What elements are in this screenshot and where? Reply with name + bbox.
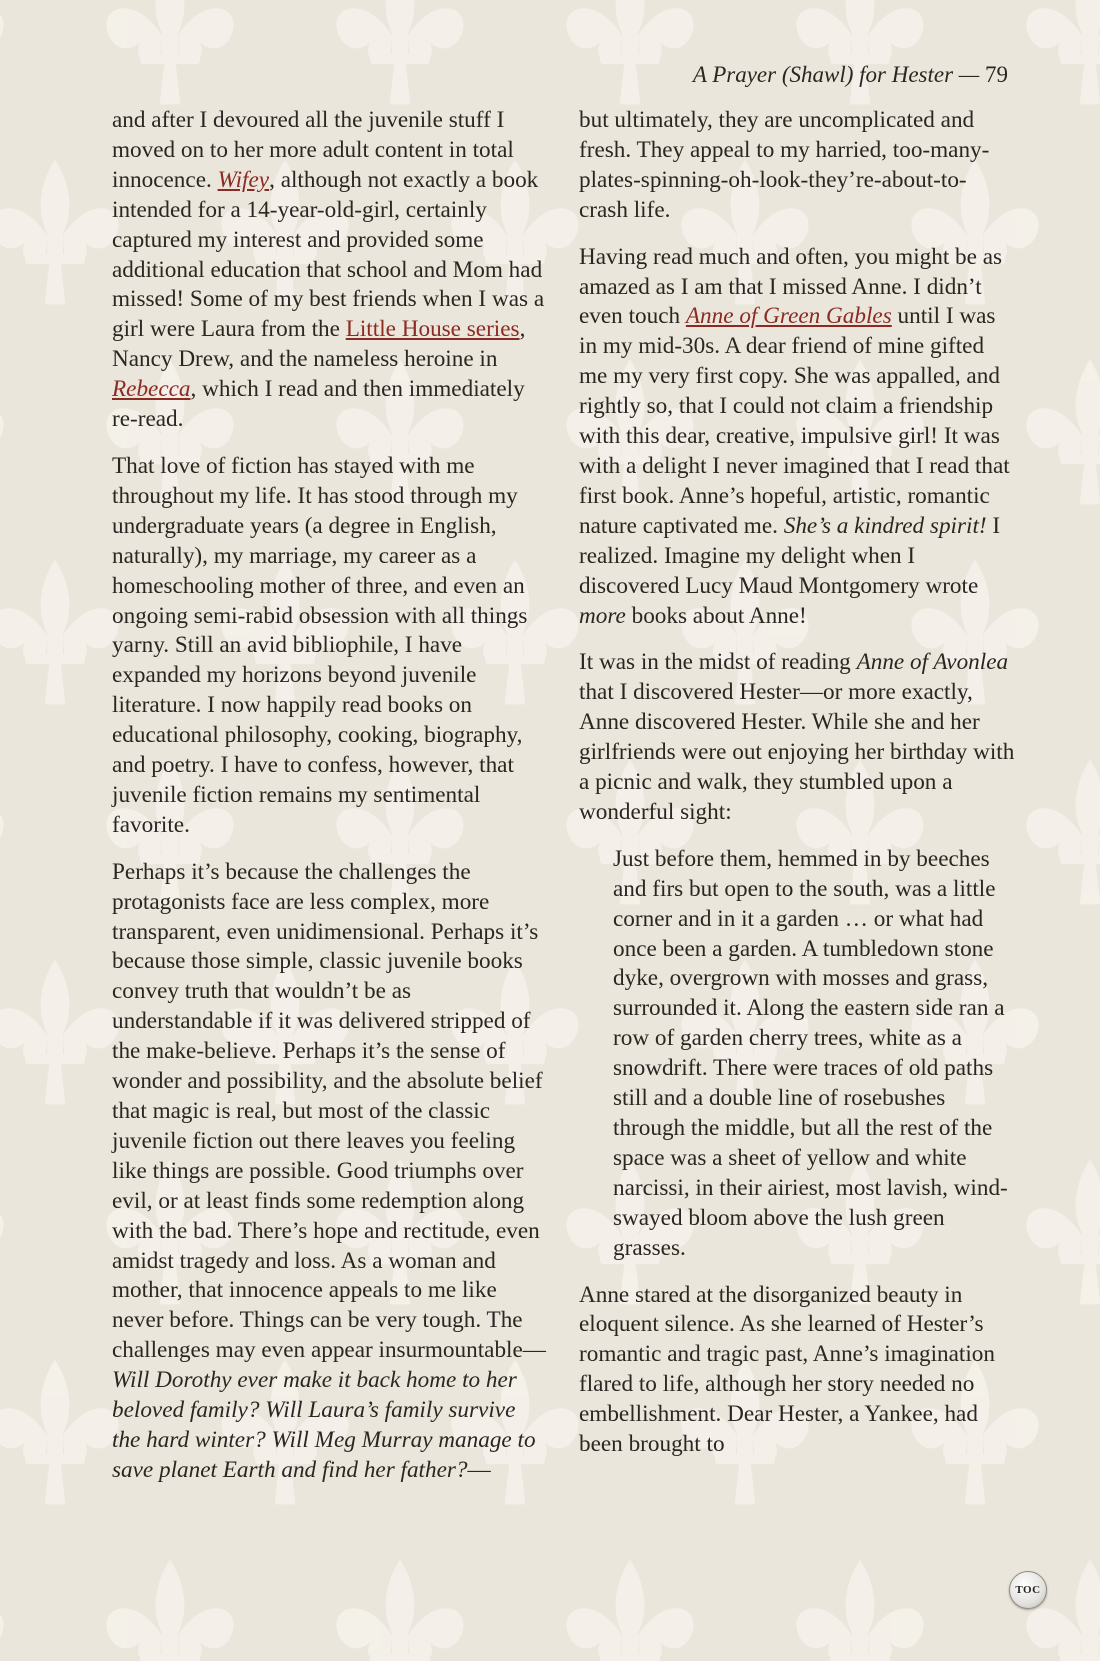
right-column [579,106,1015,1477]
italic-more: more [579,602,626,629]
left-paragraph-3: Perhaps it’s because the challenges the protagonists face are less complex, more transparent, even unidimensional. Perhaps it’s because those simple, classic juvenile books convey truth that wouldn’t be as understandable if it was delivered stripped of the make-believe. Perhaps it’s the sense of wonder and possibility, and the absolute belief that magic is real, but most of the classic juvenile fiction out there leaves you feeling like things are possible. Good triumphs over evil, or at least finds some redemption along with the bad. There’s hope and rectitude, even amidst tragedy and loss. As a woman and mother, that innocence appeals to me like never before. Things can be very tough. The challenges may even appear insurmountable—Will Dorothy ever make it back home to her beloved family? Will Laura’s family survive the hard winter? Will Meg Murray manage to save planet Earth and find her father?— [112,858,546,1483]
page-number: 79 [985,62,1008,87]
link-anne-of-green-gables[interactable]: Anne of Green Gables [685,303,892,330]
running-header [693,62,1008,88]
left-paragraph-2: That love of fiction has stayed with me throughout my life. It has stood through my undergraduate years (a degree in English, naturally), my marriage, my career as a homeschooling mother of three, and even an ongoing semi-rabid obsession with all things yarny. Still an avid bibliophile, I have expanded my horizons beyond juvenile literature. I now happily read books on educational philosophy, cooking, biography, and poetry. I have to confess, however, that juvenile fiction remains my sentimental favorite. [112,452,528,838]
toc-label: TOC [1015,1584,1041,1596]
header-dash: — [953,62,985,87]
link-rebecca[interactable]: Rebecca [112,376,191,403]
left-paragraph-1: and after I devoured all the juvenile stuff I moved on to her more adult content in total innocence. Wifey, although not exactly a book intended for a 14-year-old-girl, certainly captured my interest and provided some additional education that school and Mom had missed! Some of my best friends when I was a girl were Laura from the Little House series, Nancy Drew, and the nameless heroine in Rebecca, which I read and then immediately re-read. [112,107,545,433]
italic-anne-of-avonlea: Anne of Avonlea [856,649,1009,676]
right-paragraph-3: It was in the midst of reading Anne of Avonlea that I discovered Hester—or more exactly, Anne discovered Hester. While she and her girlfriends were out enjoying her birthday with a picnic and walk, they stumbled upon a wonderful sight: [579,649,1015,825]
link-little-house-series[interactable]: Little House series [345,316,520,343]
italic-kindred-spirit: She’s a kindred spirit! [783,512,987,539]
header-title: A Prayer (Shawl) for Hester [692,62,954,87]
right-paragraph-4: Anne stared at the disorganized beauty in eloquent silence. As she learned of Hester’s romantic and tragic past, Anne’s imagination flared to life, although her story needed no embellishment. Dear Hester, a Yankee, had been brought to [579,1281,995,1458]
italic-questions: Will Dorothy ever make it back home to her beloved family? Will Laura’s family survive the hard winter? Will Meg Murray manage to save planet Earth and find her father? [112,1367,536,1483]
right-paragraph-1: but ultimately, they are uncomplicated and fresh. They appeal to my harried, too-many-plates-spinning-oh-look-they’re-about-to-crash life. [579,107,990,223]
toc-button[interactable] [1009,1571,1047,1609]
block-quote: Just before them, hemmed in by beeches and firs but open to the south, was a little corner and in it a garden … or what had once been a garden. A tumbledown stone dyke, overgrown with mosses and grass, surrounded it. Along the eastern side ran a row of garden cherry trees, white as a snowdrift. There were traces of old paths still and a double line of rosebushes through the middle, but all the rest of the space was a sheet of yellow and white narcissi, in their airiest, most lavish, wind-swayed bloom above the lush green grasses. [613,845,1008,1261]
right-paragraph-2: Having read much and often, you might be as amazed as I am that I missed Anne. I didn’t even touch Anne of Green Gables until I was in my mid-30s. A dear friend of mine gifted me my very first copy. She was appalled, and rightly so, that I could not claim a friendship with this dear, creative, impulsive girl! It was with a delight I never imagined that I read that first book. Anne’s hopeful, artistic, romantic nature captivated me. She’s a kindred spirit! I realized. Imagine my delight when I discovered Lucy Maud Montgomery wrote more books about Anne! [579,243,1010,629]
left-column [112,106,548,1503]
link-wifey[interactable]: Wifey [217,166,270,193]
